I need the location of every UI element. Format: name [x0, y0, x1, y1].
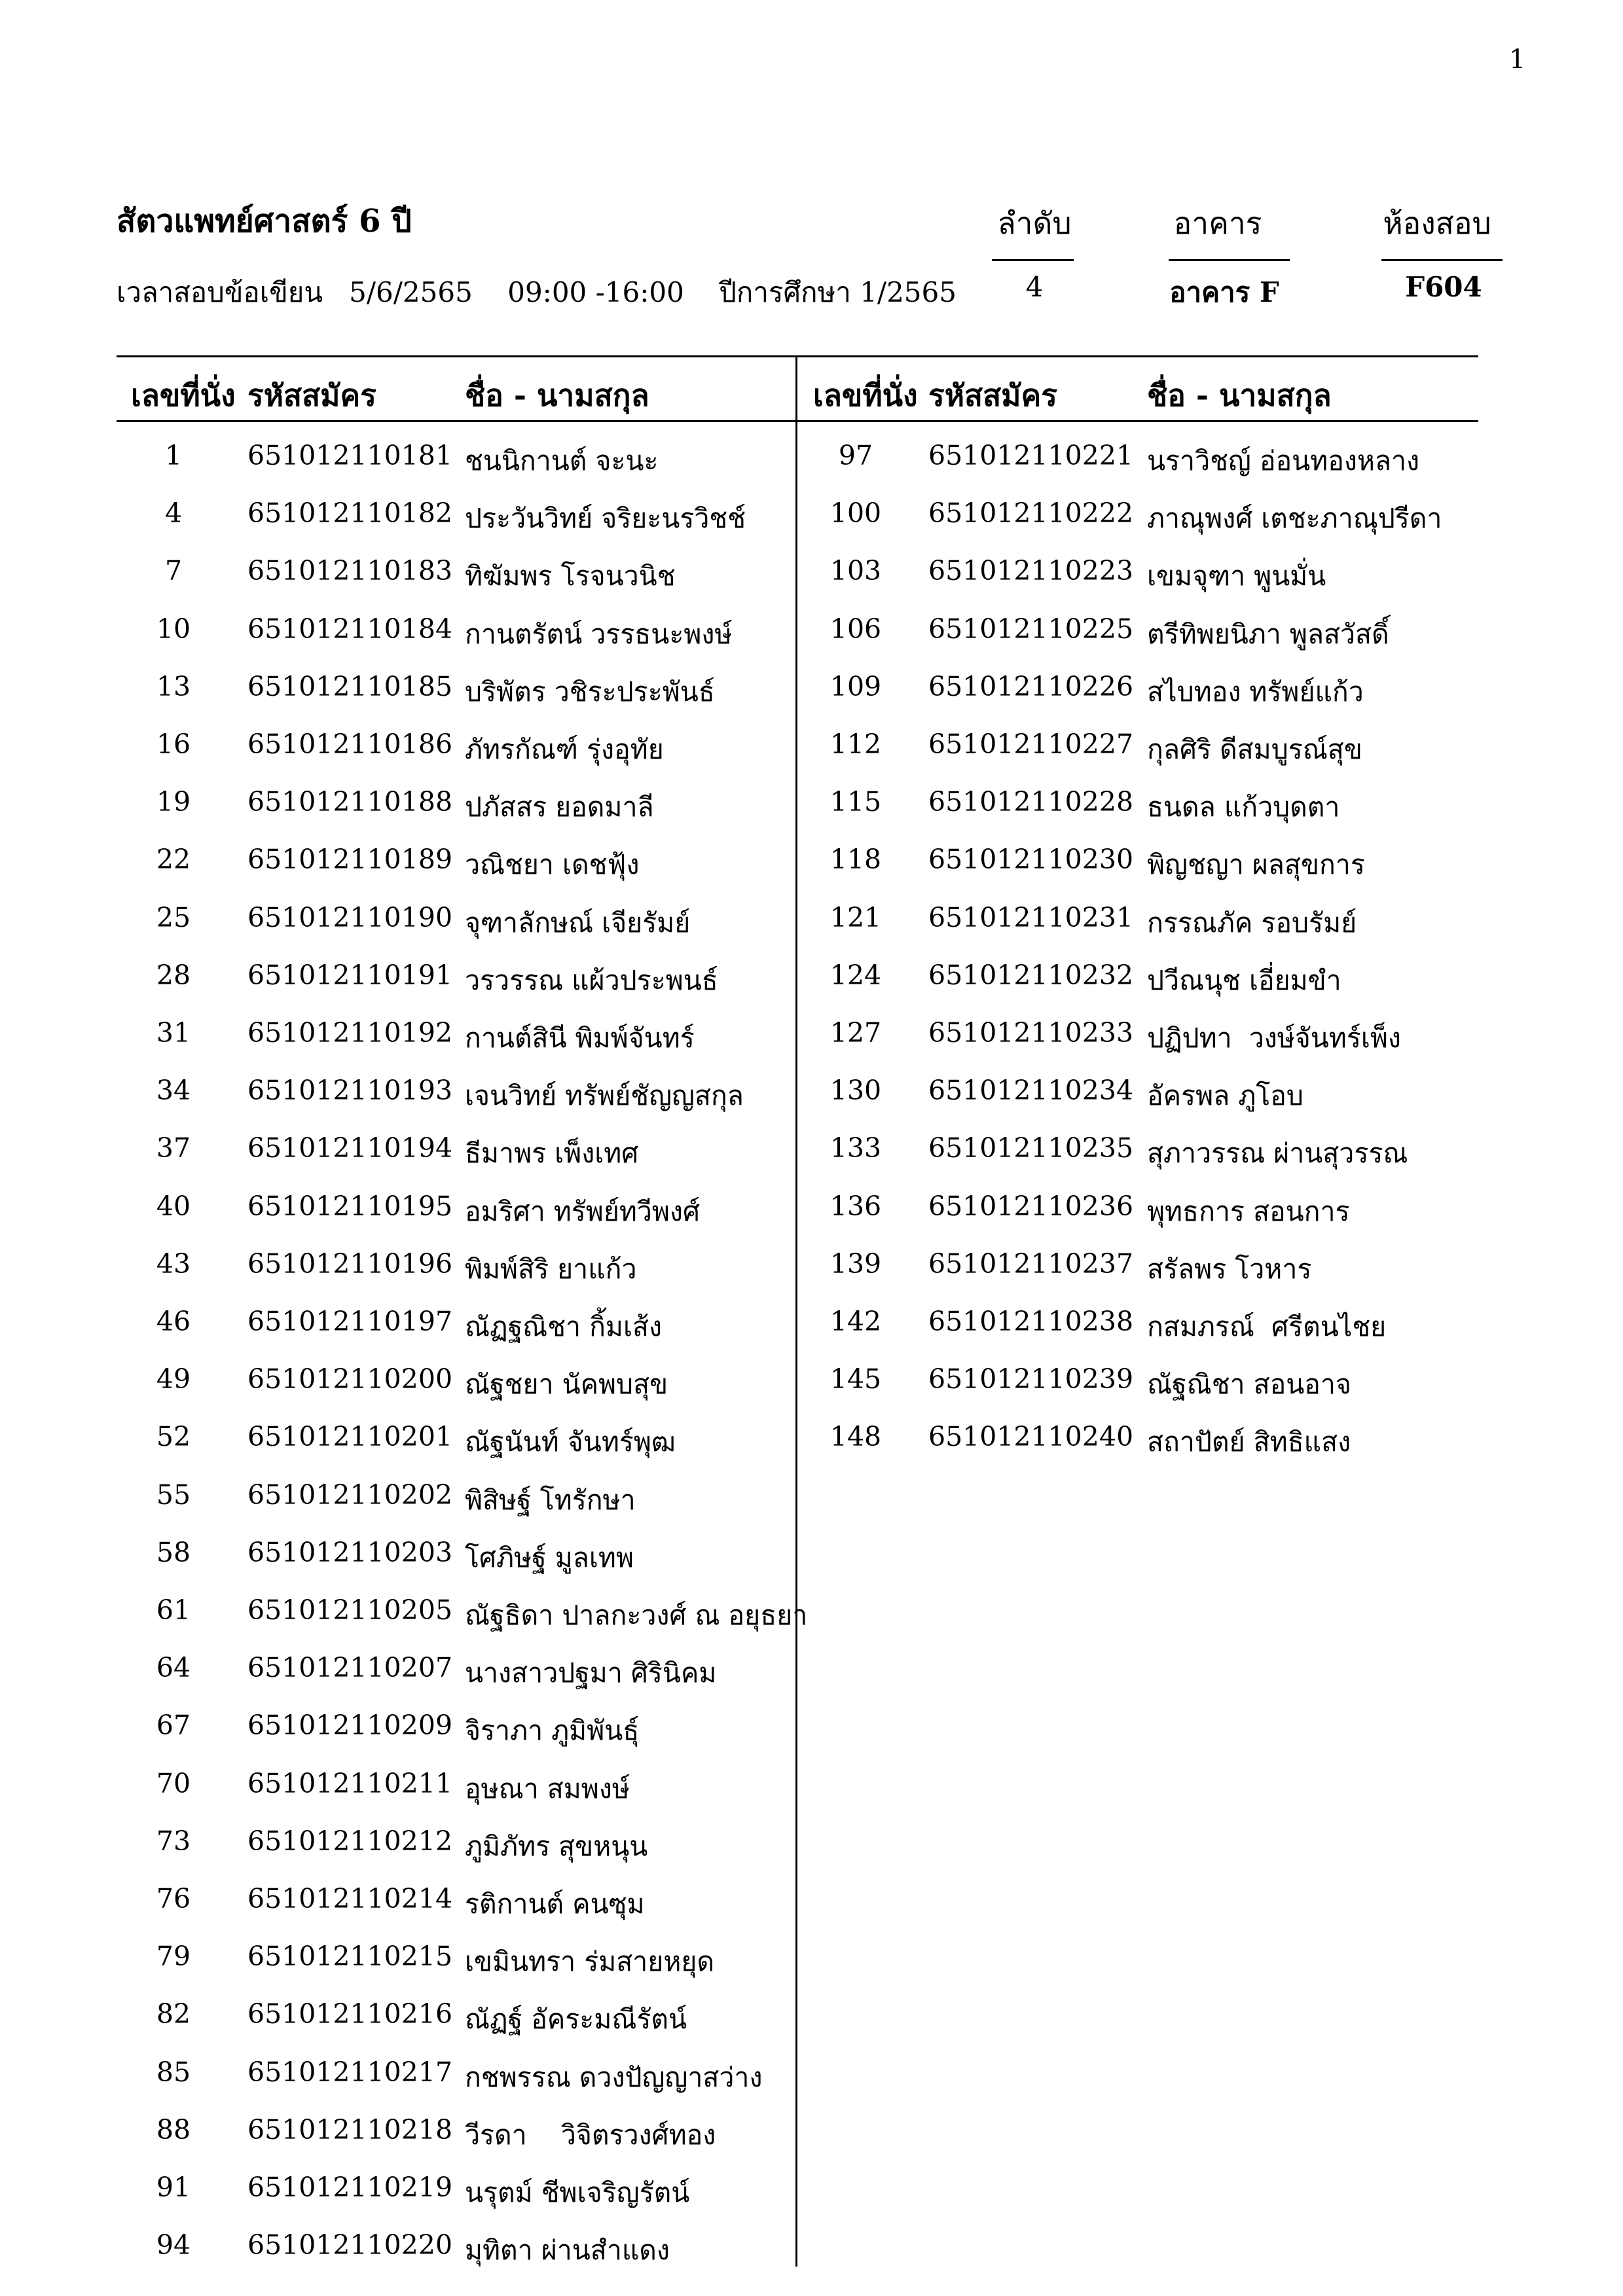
student-name: รติกานต์ คนซุม [465, 1888, 645, 1920]
applicant-id: 651012110209 [247, 1710, 453, 1742]
student-name: นราวิชญ์ อ่อนทองหลาง [1147, 445, 1420, 476]
seat-number: 133 [830, 1132, 882, 1164]
applicant-id: 651012110230 [928, 844, 1134, 876]
applicant-id: 651012110219 [247, 2172, 453, 2203]
seat-number: 10 [156, 613, 191, 645]
student-name: สุภาวรรณ ผ่านสุวรรณ [1147, 1138, 1408, 1170]
seat-number: 34 [156, 1075, 191, 1107]
applicant-id: 651012110214 [247, 1883, 453, 1914]
student-name: ธีมาพร เพ็งเทศ [465, 1138, 639, 1170]
applicant-id: 651012110197 [247, 1306, 453, 1337]
seat-number: 118 [830, 844, 882, 876]
applicant-id: 651012110238 [928, 1306, 1134, 1337]
applicant-id: 651012110201 [247, 1421, 453, 1453]
student-name: นรุตม์ ชีพเจริญรัตน์ [465, 2177, 690, 2208]
student-name: กุลศิริ ดีสมบูรณ์สุข [1147, 734, 1362, 765]
seat-number: 28 [156, 959, 191, 991]
seat-number: 58 [156, 1536, 191, 1568]
seat-number: 94 [156, 2229, 191, 2261]
applicant-id: 651012110190 [247, 901, 453, 933]
seat-number: 16 [156, 728, 191, 760]
applicant-id: 651012110193 [247, 1075, 453, 1107]
exam-time-label: เวลาสอบข้อเขียน [117, 276, 323, 308]
exam-time: 09:00 -16:00 [507, 276, 684, 308]
applicant-id: 651012110227 [928, 728, 1134, 760]
student-name: พุทธการ สอนการ [1147, 1195, 1350, 1227]
seat-number: 64 [156, 1652, 191, 1684]
applicant-id: 651012110223 [928, 555, 1134, 587]
student-name: กรรณภัค รอบรัมย์ [1147, 906, 1357, 939]
student-name: ณัฐณิชา สอนอาจ [1147, 1369, 1351, 1401]
seat-number: 109 [830, 670, 882, 702]
student-name: ณัฐชยา นัคพบสุข [465, 1369, 668, 1401]
student-name: สไบทอง ทรัพย์แก้ว [1147, 675, 1364, 708]
applicant-id: 651012110234 [928, 1075, 1134, 1107]
building-value: อาคาร F [1169, 276, 1279, 308]
applicant-id: 651012110218 [247, 2113, 453, 2145]
applicant-id: 651012110237 [928, 1247, 1134, 1280]
col-header-id-left: รหัสสมัคร [247, 378, 376, 413]
student-name: อมริศา ทรัพย์ทวีพงศ์ [465, 1195, 700, 1227]
seat-number: 136 [830, 1190, 882, 1222]
seat-number: 70 [156, 1767, 191, 1799]
student-name: พิสิษฐ์ โทรักษา [465, 1484, 636, 1516]
applicant-id: 651012110203 [247, 1536, 453, 1568]
applicant-id: 651012110239 [928, 1363, 1134, 1395]
col-header-seat-right: เลขที่นั่ง [813, 378, 918, 413]
applicant-id: 651012110240 [928, 1421, 1134, 1453]
applicant-id: 651012110215 [247, 1941, 453, 1973]
seat-number: 85 [156, 2056, 191, 2088]
student-name: ณัฏฐณิชา กิ้มเส้ง [465, 1311, 663, 1342]
building-label: อาคาร [1173, 206, 1262, 241]
student-name: ประวันวิทย์ จริยะนรวิชช์ [465, 503, 746, 535]
seat-number: 1 [164, 440, 183, 471]
seat-number: 124 [830, 959, 882, 991]
seat-number: 142 [830, 1306, 882, 1337]
student-name: เขมจุฑา พูนมั่น [1147, 560, 1326, 592]
applicant-id: 651012110233 [928, 1017, 1134, 1049]
applicant-id: 651012110202 [247, 1479, 453, 1511]
student-name: ณัฐธิดา ปาลกะวงศ์ ณ อยุธยา [465, 1600, 808, 1631]
seat-number: 37 [156, 1132, 191, 1164]
student-name: วณิชยา เดชฟุ้ง [465, 849, 640, 881]
order-underline [992, 259, 1074, 261]
applicant-id: 651012110186 [247, 728, 453, 760]
student-name: ภาณุพงศ์ เตชะภาณุปรีดา [1147, 503, 1442, 535]
academic-year: 1/2565 [860, 276, 957, 308]
applicant-id: 651012110226 [928, 670, 1134, 702]
seat-number: 76 [156, 1883, 191, 1914]
column-divider [795, 355, 797, 2267]
col-header-id-right: รหัสสมัคร [928, 378, 1057, 413]
student-name: ปภัสสร ยอดมาลี [465, 791, 654, 823]
applicant-id: 651012110182 [247, 497, 453, 529]
applicant-id: 651012110217 [247, 2056, 453, 2088]
applicant-id: 651012110188 [247, 786, 453, 818]
student-name: ปฏิปทา วงษ์จันทร์เพ็ง [1147, 1022, 1401, 1054]
applicant-id: 651012110225 [928, 613, 1134, 645]
seat-number: 91 [156, 2172, 191, 2203]
applicant-id: 651012110221 [928, 440, 1134, 471]
seat-number: 73 [156, 1825, 191, 1857]
col-header-name-right: ชื่อ - นามสกุล [1147, 378, 1332, 413]
applicant-id: 651012110207 [247, 1652, 453, 1684]
seat-number: 7 [164, 555, 183, 587]
col-header-name-left: ชื่อ - นามสกุล [465, 378, 649, 413]
seat-number: 40 [156, 1190, 191, 1222]
applicant-id: 651012110183 [247, 555, 453, 587]
seat-number: 52 [156, 1421, 191, 1453]
seat-number: 106 [830, 613, 882, 645]
student-name: วรวรรณ แผ้วประพนธ์ [465, 964, 718, 996]
student-name: โศภิษฐ์ มูลเทพ [465, 1541, 634, 1573]
seat-number: 139 [830, 1247, 882, 1280]
student-name: ณัฐนันท์ จันทร์พุฒ [465, 1426, 676, 1458]
student-name: ทิฆัมพร โรจนวนิช [465, 560, 676, 592]
page-number: 1 [1509, 45, 1526, 75]
seat-number: 82 [156, 1998, 191, 2030]
seat-number: 130 [830, 1075, 882, 1107]
applicant-id: 651012110216 [247, 1998, 453, 2030]
applicant-id: 651012110184 [247, 613, 453, 645]
seat-number: 148 [830, 1421, 882, 1453]
seat-number: 103 [830, 555, 882, 587]
applicant-id: 651012110220 [247, 2229, 453, 2261]
applicant-id: 651012110205 [247, 1594, 453, 1626]
applicant-id: 651012110235 [928, 1132, 1134, 1164]
applicant-id: 651012110192 [247, 1017, 453, 1049]
student-name: พิมพ์สิริ ยาแก้ว [465, 1253, 637, 1285]
table-top-rule [117, 355, 1478, 357]
student-name: สถาปัตย์ สิทธิแสง [1147, 1426, 1351, 1458]
student-name: ณัฏฐ์ อัคระมณีรัตน์ [465, 2003, 687, 2036]
seat-number: 31 [156, 1017, 191, 1049]
student-name: กานต์สินี พิมพ์จันทร์ [465, 1022, 695, 1054]
student-name: ตรีทิพยนิภา พูลสวัสดิ์ [1147, 618, 1389, 650]
seat-number: 100 [830, 497, 882, 529]
student-name: ภัทรกัณฑ์ รุ่งอุทัย [465, 734, 664, 765]
student-name: กสมภรณ์ ศรีตนไชย [1147, 1311, 1387, 1342]
applicant-id: 651012110185 [247, 670, 453, 702]
applicant-id: 651012110211 [247, 1767, 453, 1799]
student-name: อัครพล ภูโอบ [1147, 1080, 1304, 1112]
student-name: นางสาวปฐมา ศิรินิคม [465, 1657, 717, 1689]
seat-number: 127 [830, 1017, 882, 1049]
student-name: ธนดล แก้วบุดตา [1147, 791, 1340, 823]
student-name: มุทิตา ผ่านสำแดง [465, 2234, 670, 2267]
order-value: 4 [1025, 271, 1044, 303]
program-title: สัตวแพทย์ศาสตร์ 6 ปี [117, 203, 412, 240]
student-name: จิราภา ภูมิพันธุ์ [465, 1715, 640, 1747]
applicant-id: 651012110181 [247, 440, 453, 471]
student-name: ปวีณนุช เอี่ยมขำ [1147, 964, 1341, 996]
applicant-id: 651012110195 [247, 1190, 453, 1222]
student-name: กชพรรณ ดวงปัญญาสว่าง [465, 2061, 763, 2093]
student-name: เขมินทรา ร่มสายหยุด [465, 1946, 714, 1978]
seat-number: 22 [156, 844, 191, 876]
seat-number: 49 [156, 1363, 191, 1395]
room-underline [1381, 259, 1503, 261]
seat-number: 79 [156, 1941, 191, 1973]
applicant-id: 651012110196 [247, 1247, 453, 1280]
applicant-id: 651012110200 [247, 1363, 453, 1395]
seat-number: 121 [830, 901, 882, 933]
seat-number: 13 [156, 670, 191, 702]
seat-number: 61 [156, 1594, 191, 1626]
order-label: ลำดับ [997, 206, 1072, 241]
applicant-id: 651012110191 [247, 959, 453, 991]
seat-number: 46 [156, 1306, 191, 1337]
building-underline [1169, 259, 1290, 261]
student-name: บริพัตร วชิระประพันธ์ [465, 675, 715, 708]
seat-number: 25 [156, 901, 191, 933]
student-name: จุฑาลักษณ์ เจียรัมย์ [465, 906, 691, 939]
exam-info [117, 271, 957, 314]
col-header-seat-left: เลขที่นั่ง [131, 378, 236, 413]
seat-number: 4 [164, 497, 183, 529]
applicant-id: 651012110231 [928, 901, 1134, 933]
seat-number: 115 [830, 786, 882, 818]
table-header-rule [117, 420, 1478, 422]
room-value: F604 [1405, 271, 1482, 303]
seat-number: 67 [156, 1710, 191, 1742]
seat-number: 88 [156, 2113, 191, 2145]
student-name: อุษณา สมพงษ์ [465, 1772, 630, 1804]
seat-number: 19 [156, 786, 191, 818]
applicant-id: 651012110189 [247, 844, 453, 876]
student-name: เจนวิทย์ ทรัพย์ชัญญสกุล [465, 1080, 744, 1112]
seat-number: 112 [830, 728, 882, 760]
applicant-id: 651012110228 [928, 786, 1134, 818]
student-name: ภูมิภัทร สุขหนุน [465, 1830, 648, 1862]
student-name: สรัลพร โวหาร [1147, 1253, 1312, 1285]
seat-number: 43 [156, 1247, 191, 1280]
room-label: ห้องสอบ [1383, 206, 1491, 241]
seat-number: 145 [830, 1363, 882, 1395]
applicant-id: 651012110212 [247, 1825, 453, 1857]
student-name: ชนนิกานต์ จะนะ [465, 445, 659, 476]
applicant-id: 651012110236 [928, 1190, 1134, 1222]
seat-number: 55 [156, 1479, 191, 1511]
exam-date: 5/6/2565 [349, 276, 473, 308]
academic-year-label: ปีการศึกษา [719, 276, 851, 308]
applicant-id: 651012110232 [928, 959, 1134, 991]
applicant-id: 651012110222 [928, 497, 1134, 529]
student-name: วีรดา วิจิตรวงศ์ทอง [465, 2119, 716, 2151]
seat-number: 97 [838, 440, 873, 471]
student-name: กานตรัตน์ วรรธนะพงษ์ [465, 618, 733, 650]
student-name: พิญชญา ผลสุขการ [1147, 849, 1365, 881]
applicant-id: 651012110194 [247, 1132, 453, 1164]
